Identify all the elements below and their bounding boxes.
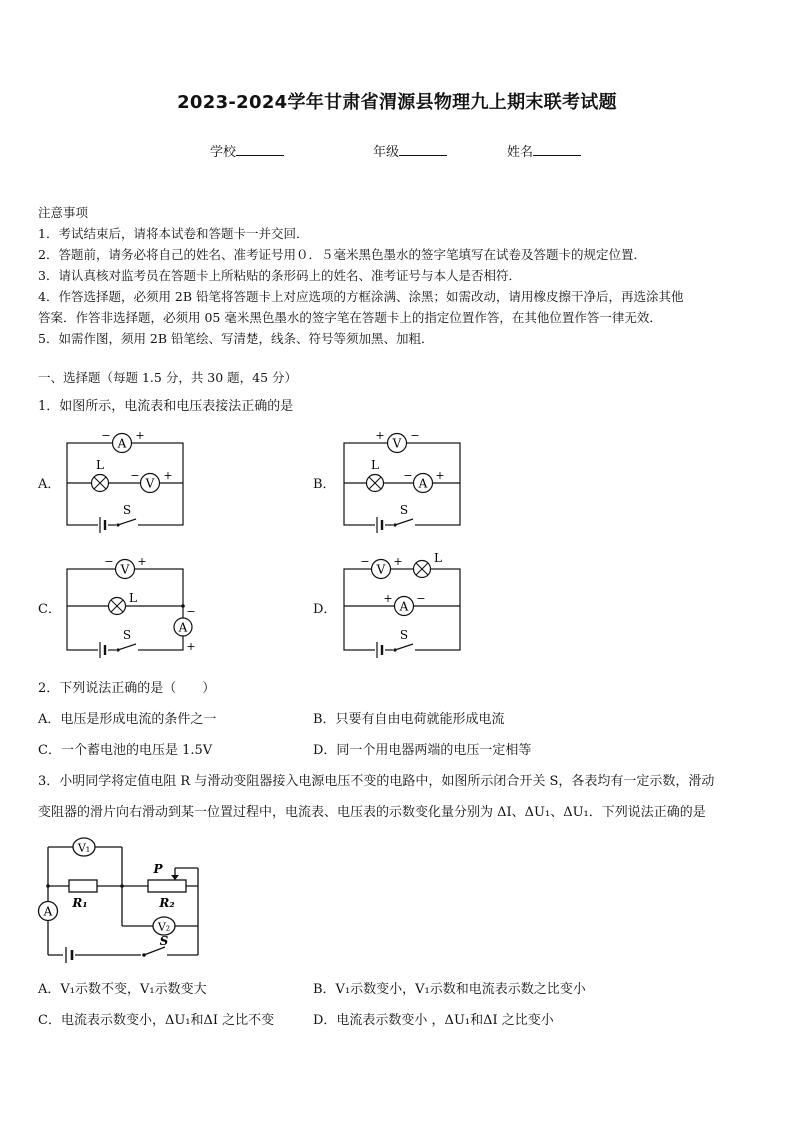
svg-text:+: + <box>375 429 385 442</box>
q3-option-d: D．电流表示数变小 ，ΔU₁和ΔI 之比变小 <box>313 1013 554 1028</box>
note-item: 2．答题前，请务必将自己的姓名、准考证号用０．５毫米黑色墨水的签字笔填写在试卷及答题卡的规定位置． <box>38 247 646 262</box>
svg-text:+: + <box>137 555 147 568</box>
svg-text:+: + <box>393 555 403 568</box>
svg-text:−: − <box>104 555 114 568</box>
voltmeter-v2-icon <box>153 917 175 935</box>
svg-text:S: S <box>122 503 132 517</box>
svg-text:+: + <box>435 469 445 482</box>
svg-text:A: A <box>178 620 188 635</box>
switch-icon <box>393 628 415 654</box>
svg-text:L: L <box>434 551 442 565</box>
bulb-icon <box>367 458 384 492</box>
voltmeter-v1-icon <box>73 838 95 856</box>
svg-text:S: S <box>399 503 409 517</box>
svg-text:A: A <box>418 476 428 491</box>
question-3-stem-line2: 变阻器的滑片向右滑动到某一位置过程中，电流表、电压表的示数变化量分别为 ΔI、ΔU₁、ΔU₁．下列说法正确的是 <box>38 805 706 820</box>
switch-icon <box>393 503 415 529</box>
svg-text:V: V <box>145 476 155 491</box>
bulb-icon <box>414 551 443 578</box>
q3-option-c: C．电流表示数变小，ΔU₁和ΔI 之比不变 <box>38 1013 275 1028</box>
notes-heading: 注意事项 <box>38 205 89 220</box>
bulb-icon <box>92 458 109 492</box>
svg-text:−: − <box>360 555 370 568</box>
q1-option-b-label: B． <box>313 477 336 492</box>
svg-text:−: − <box>130 469 140 482</box>
svg-text:V₁: V₁ <box>77 841 91 855</box>
svg-text:S: S <box>399 628 409 642</box>
svg-text:R₁: R₁ <box>72 896 88 910</box>
section-heading: 一、选择题（每题 1.5 分，共 30 题，45 分） <box>38 370 298 385</box>
battery-icon <box>98 642 108 658</box>
resistor-r1-icon <box>69 880 97 910</box>
switch-icon <box>116 503 138 529</box>
svg-text:L: L <box>371 458 379 472</box>
note-item: 5．如需作图，须用 2B 铅笔绘、写清楚，线条、符号等须加黑、加粗． <box>38 331 434 346</box>
ammeter-icon <box>383 592 425 616</box>
svg-text:A: A <box>117 436 127 451</box>
school-label: 学校 <box>210 145 237 160</box>
voltmeter-icon <box>104 555 146 579</box>
ammeter-icon <box>101 429 144 453</box>
svg-text:−: − <box>186 605 196 618</box>
q1-option-d-label: D． <box>313 602 337 617</box>
svg-text:V: V <box>120 562 130 577</box>
battery-icon <box>63 947 75 963</box>
q1-option-c-label: C． <box>38 602 61 617</box>
svg-text:L: L <box>129 591 137 605</box>
svg-text:−: − <box>403 469 413 482</box>
grade-field <box>373 141 447 160</box>
exam-title: 2023-2024学年甘肃省渭源县物理九上期末联考试题 <box>177 92 617 113</box>
grade-blank <box>399 143 447 156</box>
svg-text:−: − <box>416 592 426 605</box>
svg-text:L: L <box>96 458 104 472</box>
switch-icon <box>116 628 138 654</box>
note-item: 4．作答选择题，必须用 2B 铅笔将答题卡上对应选项的方框涂满、涂黑；如需改动，请用橡皮擦干净后，再选涂其他 <box>38 289 684 304</box>
svg-text:V₂: V₂ <box>157 920 171 934</box>
q1-circuit-b <box>337 425 472 535</box>
bulb-icon <box>109 591 138 615</box>
school-field <box>210 141 284 160</box>
rheostat-r2-icon <box>148 862 186 910</box>
grade-label: 年级 <box>373 145 400 160</box>
question-3-stem-line1: 3．小明同学将定值电阻 R 与滑动变阻器接入电源电压不变的电路中，如图所示闭合开关 S，各表均有一定示数，滑动 <box>38 774 715 789</box>
q1-circuit-a <box>60 425 195 535</box>
voltmeter-icon <box>360 555 402 579</box>
svg-text:V: V <box>392 436 402 451</box>
q3-circuit <box>36 830 211 965</box>
ammeter-icon <box>403 469 444 493</box>
q3-option-a: A．V₁示数不变，V₁示数变大 <box>38 982 207 997</box>
svg-text:P: P <box>153 862 163 876</box>
voltmeter-icon <box>130 469 172 493</box>
svg-text:+: + <box>186 640 196 653</box>
name-blank <box>533 143 581 156</box>
note-item: 3．请认真核对监考员在答题卡上所粘贴的条形码上的姓名、准考证号与本人是否相符． <box>38 268 521 283</box>
svg-text:+: + <box>383 592 393 605</box>
q3-option-b: B．V₁示数变小，V₁示数和电流表示数之比变小 <box>313 982 586 997</box>
q1-circuit-d <box>337 552 472 662</box>
svg-text:S: S <box>122 628 132 642</box>
q1-circuit-c <box>60 552 200 662</box>
svg-text:−: − <box>101 429 111 442</box>
svg-text:S: S <box>159 934 169 948</box>
q2-option-a: A．电压是形成电流的条件之一 <box>38 712 217 727</box>
svg-text:V: V <box>376 562 386 577</box>
svg-text:R₂: R₂ <box>159 896 175 910</box>
q2-option-c: C．一个蓄电池的电压是 1.5V <box>38 743 213 758</box>
name-field <box>507 141 581 160</box>
school-blank <box>236 143 284 156</box>
voltmeter-icon <box>375 429 419 453</box>
svg-text:+: + <box>163 469 173 482</box>
note-item: 答案．作答非选择题，必须用 05 毫米黑色墨水的签字笔在答题卡上的指定位置作答，在其他位置作答一律无效． <box>38 310 662 325</box>
svg-text:A: A <box>43 904 53 919</box>
question-1-stem: 1．如图所示，电流表和电压表接法正确的是 <box>38 399 294 414</box>
note-item: 1．考试结束后，请将本试卷和答题卡一并交回． <box>38 226 309 241</box>
question-2-stem: 2．下列说法正确的是（ ） <box>38 681 216 696</box>
q1-option-a-label: A． <box>38 477 61 492</box>
svg-text:−: − <box>410 429 420 442</box>
ammeter-icon <box>39 902 58 921</box>
q2-option-d: D．同一个用电器两端的电压一定相等 <box>313 743 532 758</box>
battery-icon <box>98 517 108 533</box>
name-label: 姓名 <box>507 145 534 160</box>
battery-icon <box>375 642 385 658</box>
ammeter-icon <box>174 605 196 653</box>
svg-text:A: A <box>399 599 409 614</box>
switch-icon <box>141 934 169 957</box>
svg-text:+: + <box>135 429 145 442</box>
battery-icon <box>375 517 385 533</box>
q2-option-b: B．只要有自由电荷就能形成电流 <box>313 712 505 727</box>
